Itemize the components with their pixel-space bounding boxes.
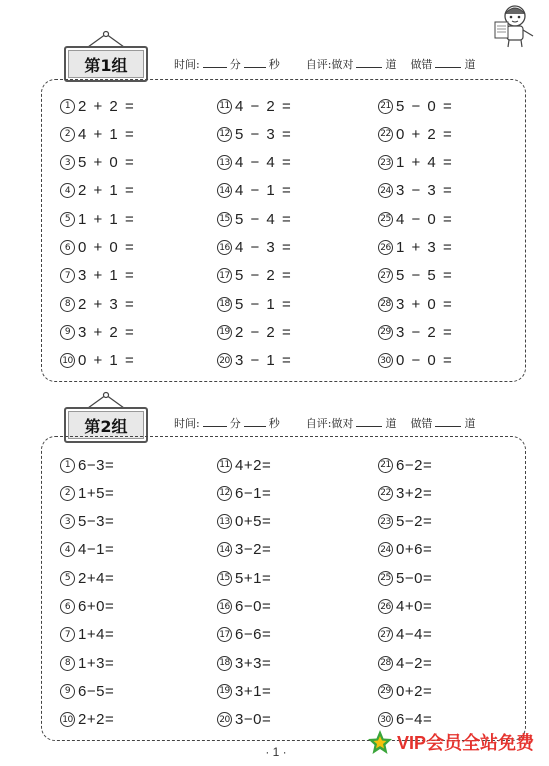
problem-equation: 4−2= [396,654,433,672]
problem-equation: 2+2= [78,711,115,729]
problem-number: 23 [378,514,393,529]
correct-count-blank[interactable] [356,417,382,427]
problem-item [217,511,271,533]
problem-item [60,152,134,174]
problem-item [60,265,134,287]
problem-equation: 3−0= [235,711,272,729]
problem-number: 12 [217,486,232,501]
problem-item [60,709,114,731]
problem-item [60,482,114,504]
problem-item [217,265,291,287]
problem-item [217,237,291,259]
problem-number: 25 [378,212,393,227]
problem-item [217,321,291,343]
problem-number: 10 [60,712,75,727]
problem-equation: 3−2= [235,541,272,559]
problem-number: 27 [378,268,393,283]
problem-equation: 6+0= [78,598,115,615]
problem-number: 28 [378,656,393,671]
problem-number: 14 [217,542,232,557]
minute-blank[interactable] [203,417,227,427]
star-icon [367,729,393,755]
minute-label: 分 [229,417,241,430]
problem-equation: 6−5= [78,682,115,700]
problem-number: 7 [60,627,75,642]
problem-item [217,680,271,702]
problem-equation: 5 − 2 = [235,267,292,285]
problem-item [60,596,114,618]
time-label: 时间: [174,58,200,71]
problem-number: 18 [217,297,232,312]
second-blank[interactable] [244,58,266,68]
problem-number: 27 [378,627,393,642]
wrong-count-blank[interactable] [435,58,461,68]
problem-equation: 5 − 1 = [235,295,292,313]
problem-equation: 1 + 3 = [396,239,453,256]
wrong-label: 做错 [410,417,433,430]
problem-item [378,596,432,618]
problem-number: 8 [60,656,75,671]
problem-item [217,152,291,174]
problem-item [378,454,432,476]
problem-item [378,208,452,230]
problem-equation: 2+4= [78,569,115,587]
problem-item [60,511,114,533]
problem-equation: 1 + 1 = [78,210,135,228]
problem-item [60,680,114,702]
problem-number: 9 [60,684,75,699]
problem-item [378,321,452,343]
problem-item [60,95,134,117]
problem-number: 17 [217,627,232,642]
problem-equation: 3+1= [235,682,272,700]
problem-number: 30 [378,353,393,368]
problem-number: 29 [378,325,393,340]
problem-item [217,350,291,372]
problem-equation: 4 − 1 = [235,182,292,200]
problem-equation: 0+5= [235,513,272,531]
problem-equation: 3 + 2 = [78,323,135,341]
problem-item [378,624,432,646]
problem-equation: 4 + 1 = [78,125,135,143]
problem-number: 26 [378,240,393,255]
problem-item [217,624,271,646]
problem-item [60,208,134,230]
problem-number: 25 [378,571,393,586]
problem-item [60,293,134,315]
problem-number: 30 [378,712,393,727]
problem-number: 4 [60,542,75,557]
wrong-count-blank[interactable] [435,417,461,427]
problem-item [60,180,134,202]
problem-number: 6 [60,599,75,614]
problem-item [60,123,134,145]
problem-number: 5 [60,571,75,586]
vip-promo-text: VIP会员全站免费 [397,733,535,753]
problem-equation: 2 + 2 = [78,97,135,115]
problem-equation: 4 − 0 = [396,210,453,228]
problem-item [60,624,114,646]
problem-number: 21 [378,458,393,473]
problem-equation: 5−3= [78,513,115,531]
problem-number: 15 [217,212,232,227]
vip-promo-banner[interactable] [367,728,534,756]
problem-item [378,123,452,145]
unit-label: 道 [385,58,397,71]
problem-equation: 4−1= [78,541,115,559]
problem-equation: 3 − 1 = [235,352,292,370]
problem-equation: 0+6= [396,541,433,559]
problem-equation: 4 − 3 = [235,239,292,256]
problem-equation: 5+1= [235,569,272,587]
problem-equation: 6−0= [235,598,272,615]
page-number: · 1 · [265,745,287,759]
problem-number: 2 [60,486,75,501]
problem-equation: 0 − 0 = [396,352,453,370]
problem-equation: 6−4= [396,711,433,729]
self-eval-label: 自评:做对 [305,417,354,430]
minute-blank[interactable] [203,58,227,68]
problem-number: 24 [378,183,393,198]
problem-item [217,596,271,618]
problem-item [217,95,291,117]
problem-number: 6 [60,240,75,255]
problem-equation: 5 − 4 = [235,210,292,228]
problem-equation: 3 + 0 = [396,295,453,313]
group-title: 第1组 [84,55,128,75]
problem-equation: 2 + 3 = [78,295,135,313]
problem-number: 14 [217,183,232,198]
problem-item [378,680,432,702]
exercise-group-2 [0,395,549,745]
problem-equation: 5 − 3 = [235,125,292,143]
problem-equation: 3 − 2 = [396,323,453,341]
problem-item [378,237,452,259]
problem-equation: 4+0= [396,598,433,615]
problem-item [378,265,452,287]
problem-equation: 1+3= [78,654,115,672]
problem-equation: 6−3= [78,456,115,474]
unit-label: 道 [464,417,476,430]
problem-number: 12 [217,127,232,142]
exercise-group-1 [0,32,549,387]
problem-number: 13 [217,155,232,170]
second-label: 秒 [268,417,280,430]
second-label: 秒 [268,58,280,71]
problem-number: 4 [60,183,75,198]
problem-number: 23 [378,155,393,170]
unit-label: 道 [385,417,397,430]
problem-number: 3 [60,155,75,170]
time-label: 时间: [174,417,200,430]
problem-number: 15 [217,571,232,586]
problem-equation: 1+5= [78,484,115,502]
score-header [174,56,514,72]
problem-item [378,350,452,372]
problem-equation: 3 + 1 = [78,267,135,285]
problem-item [217,123,291,145]
problem-item [378,511,432,533]
problem-item [60,454,114,476]
self-eval-label: 自评:做对 [305,58,354,71]
problem-equation: 0 + 0 = [78,239,135,256]
problem-number: 5 [60,212,75,227]
problem-item [60,652,114,674]
problem-number: 24 [378,542,393,557]
problem-equation: 6−6= [235,626,272,644]
problem-item [60,539,114,561]
problem-item [217,539,271,561]
problem-item [60,237,134,259]
problem-equation: 5 − 5 = [396,267,453,285]
problem-equation: 2 − 2 = [235,323,292,341]
problem-item [378,180,452,202]
problem-number: 1 [60,458,75,473]
problem-equation: 3+3= [235,654,272,672]
wrong-label: 做错 [410,58,433,71]
problem-equation: 5−2= [396,513,433,531]
problem-item [217,180,291,202]
problem-number: 2 [60,127,75,142]
problem-number: 8 [60,297,75,312]
problem-number: 20 [217,353,232,368]
problem-number: 9 [60,325,75,340]
problem-item [217,454,271,476]
problem-number: 3 [60,514,75,529]
problem-equation: 6−1= [235,484,272,502]
problem-item [378,567,432,589]
problem-item [60,567,114,589]
problem-number: 17 [217,268,232,283]
problem-equation: 4 − 4 = [235,154,292,172]
problem-equation: 0+2= [396,682,433,700]
problem-number: 20 [217,712,232,727]
problem-item [378,95,452,117]
problem-equation: 5 + 0 = [78,154,135,172]
problem-item [217,208,291,230]
problem-equation: 1 + 4 = [396,154,453,172]
problem-number: 16 [217,599,232,614]
problem-item [217,482,271,504]
unit-label: 道 [464,58,476,71]
problem-item [378,293,452,315]
problem-equation: 4 − 2 = [235,97,292,115]
problem-item [217,709,271,731]
problem-equation: 3+2= [396,484,433,502]
score-header [174,415,514,431]
problem-number: 7 [60,268,75,283]
problem-equation: 3 − 3 = [396,182,453,200]
minute-label: 分 [229,58,241,71]
correct-count-blank[interactable] [356,58,382,68]
problem-number: 18 [217,656,232,671]
problem-item [60,321,134,343]
problem-number: 19 [217,325,232,340]
problem-number: 11 [217,99,232,114]
problem-number: 10 [60,353,75,368]
problem-item [378,539,432,561]
problem-number: 29 [378,684,393,699]
problem-item [217,567,271,589]
problem-number: 21 [378,99,393,114]
problem-equation: 4−4= [396,626,433,644]
problem-number: 22 [378,127,393,142]
problem-item [378,652,432,674]
problem-number: 19 [217,684,232,699]
problem-item [217,652,271,674]
problem-equation: 6−2= [396,456,433,474]
problem-item [60,350,134,372]
problem-equation: 4+2= [235,456,272,474]
problem-number: 13 [217,514,232,529]
problem-equation: 5 − 0 = [396,97,453,115]
problem-number: 11 [217,458,232,473]
problem-number: 26 [378,599,393,614]
problem-number: 1 [60,99,75,114]
problem-item [378,482,432,504]
problem-equation: 0 + 2 = [396,125,453,143]
problem-number: 28 [378,297,393,312]
problem-equation: 1+4= [78,626,115,644]
group-title: 第2组 [84,416,128,436]
problem-equation: 0 + 1 = [78,352,135,370]
problem-equation: 5−0= [396,569,433,587]
problem-number: 22 [378,486,393,501]
problem-item [378,152,452,174]
problem-number: 16 [217,240,232,255]
problem-equation: 2 + 1 = [78,182,135,200]
second-blank[interactable] [244,417,266,427]
problem-item [217,293,291,315]
group-title-sign [64,46,148,82]
